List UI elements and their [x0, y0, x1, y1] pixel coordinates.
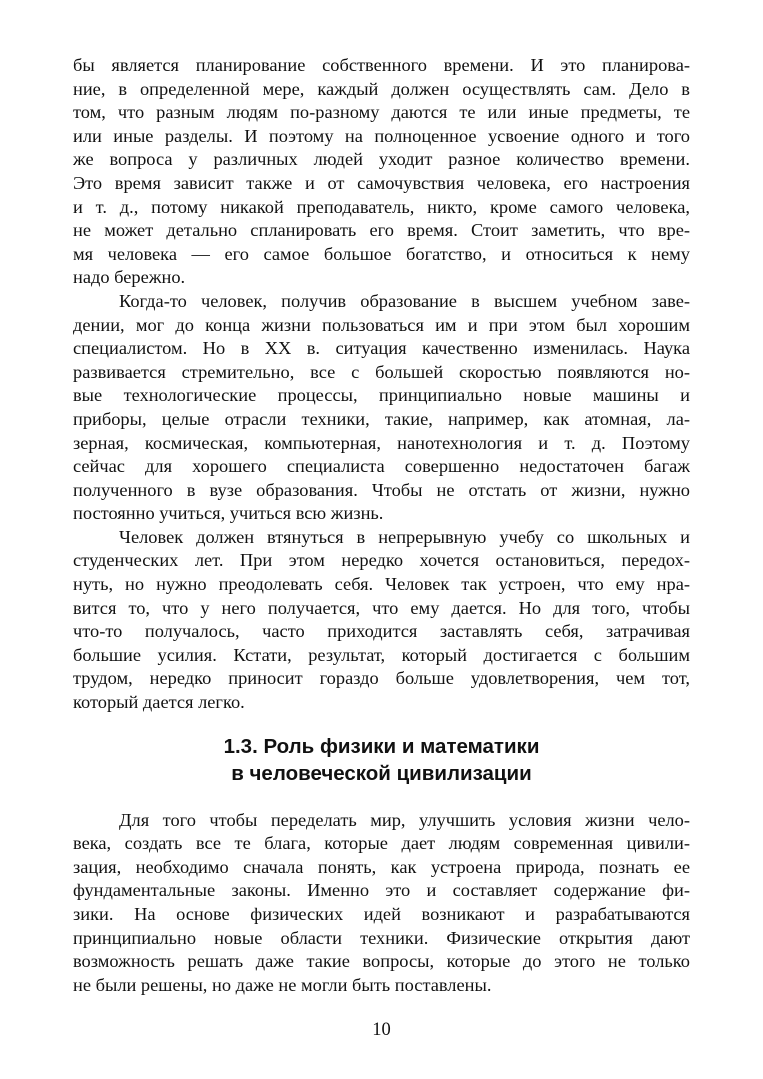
text-line: возможность решать даже такие вопросы, которые до этого не только: [73, 951, 690, 972]
paragraph-1: [73, 54, 690, 290]
paragraph-4: [73, 809, 690, 998]
text-line: дении, мог до конца жизни пользоваться им и при этом был хорошим: [73, 314, 690, 335]
page-number: 10: [372, 1020, 391, 1040]
section-heading-line-2: в человеческой цивилизации: [231, 761, 532, 785]
page-body: [73, 54, 690, 997]
text-line: трудом, нередко приносит гораздо больше удовлетворения, чем тот,: [73, 668, 690, 689]
text-line: том, что разным людям по-разному даются те или иные предметы, те: [73, 102, 690, 123]
text-line: и т. д., потому никакой преподаватель, никто, кроме самого человека,: [73, 196, 690, 217]
text-line: не может детально спланировать его время. Стоит заметить, что вре-: [73, 220, 690, 241]
text-line: Это время зависит также и от самочувствия человека, его настроения: [73, 172, 690, 193]
text-line: который дается легко.: [73, 692, 245, 713]
text-line: вые технологические процессы, принципиально новые машины и: [73, 385, 690, 406]
paragraph-3: [73, 526, 690, 715]
text-line: зики. На основе физических идей возникают и разрабатываются: [73, 904, 690, 924]
section-heading-line-1: 1.3. Роль физики и математики: [223, 734, 540, 758]
paragraph-2: [73, 290, 690, 526]
text-line: Для того чтобы переделать мир, улучшить условия жизни чело-: [119, 809, 690, 830]
text-line: студенческих лет. При этом нередко хочется остановиться, передох-: [73, 550, 690, 571]
text-line: специалистом. Но в XX в. ситуация качественно изменилась. Наука: [73, 338, 690, 359]
text-line: что-то получалось, часто приходится заставлять себя, затрачивая: [73, 621, 690, 642]
text-line: приборы, целые отрасли техники, такие, например, как атомная, ла-: [73, 408, 690, 429]
text-line: не были решены, но даже не могли быть поставлены.: [73, 974, 492, 995]
text-line: нуть, но нужно преодолевать себя. Человек так устроен, что ему нра-: [73, 574, 690, 595]
text-line: зерная, космическая, компьютерная, нанотехнология и т. д. Поэтому: [73, 432, 690, 453]
text-line: ние, в определенной мере, каждый должен осуществлять сам. Дело в: [73, 78, 690, 99]
text-line: развивается стремительно, все с большей скоростью появляются но-: [73, 361, 690, 382]
text-line: Человек должен втянуться в непрерывную учебу со школьных и: [119, 526, 690, 547]
text-line: мя человека — его самое большое богатство, и относиться к нему: [73, 243, 690, 264]
section-heading: [73, 733, 690, 787]
text-line: большие усилия. Кстати, результат, который достигается с большим: [73, 644, 690, 665]
text-line: фундаментальные законы. Именно это и составляет содержание фи-: [73, 880, 690, 901]
text-line: Когда-то человек, получив образование в высшем учебном заве-: [119, 290, 690, 311]
text-line: полученного в вузе образования. Чтобы не отстать от жизни, нужно: [73, 479, 690, 500]
text-line: надо бережно.: [73, 267, 186, 288]
text-line: зация, необходимо сначала понять, как устроена природа, познать ее: [73, 856, 690, 877]
text-line: или иные разделы. И поэтому на полноценное усвоение одного и того: [73, 125, 690, 146]
text-line: века, создать все те блага, которые дает людям современная цивили-: [73, 833, 690, 854]
text-line: постоянно учиться, учиться всю жизнь.: [73, 503, 384, 524]
text-line: вится то, что у него получается, что ему дается. Но для того, чтобы: [73, 597, 690, 618]
text-line: бы является планирование собственного времени. И это планирова-: [73, 55, 690, 75]
text-line: же вопроса у различных людей уходит разное количество времени.: [73, 149, 690, 170]
text-line: сейчас для хорошего специалиста совершенно недостаточен багаж: [73, 456, 690, 477]
text-line: принципиально новые области техники. Физические открытия дают: [73, 927, 690, 948]
